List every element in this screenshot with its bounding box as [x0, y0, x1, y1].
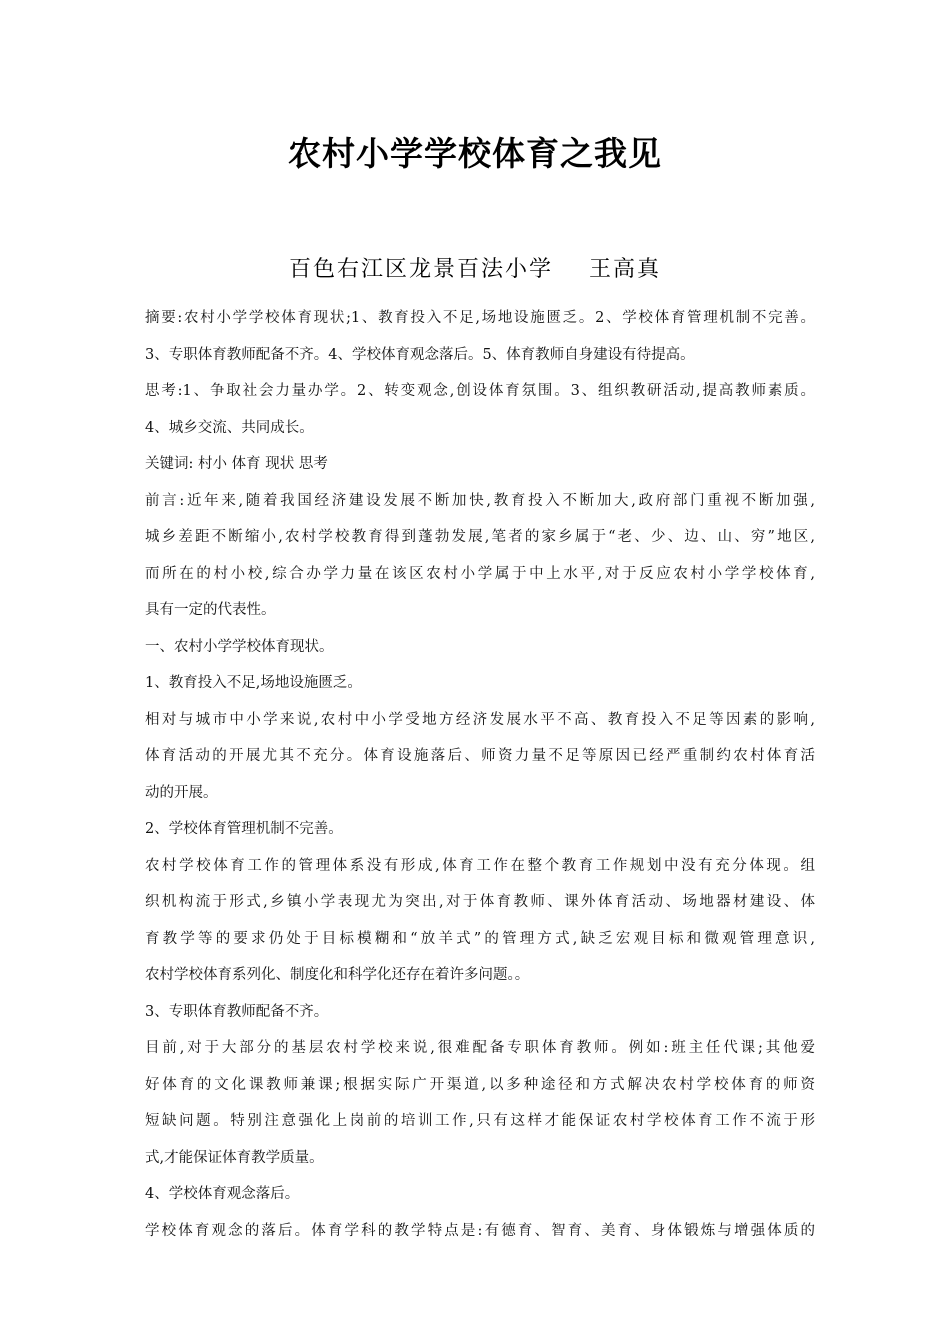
text-line: 而所在的村小校,综合办学力量在该区农村小学属于中上水平,对于反应农村小学学校体育,	[145, 565, 815, 582]
text-line: 2、学校体育管理机制不完善。	[145, 821, 343, 837]
text-line: 思考:1、争取社会力量办学。2、转变观念,创设体育氛围。3、组织教研活动,提高教师素质。	[145, 383, 815, 399]
author-line: 百色右江区龙景百法小学 王高真	[289, 257, 661, 282]
text-line: 4、学校体育观念落后。	[145, 1186, 300, 1202]
text-line: 好体育的文化课教师兼课;根据实际广开渠道,以多种途径和方式解决农村学校体育的师资	[145, 1076, 815, 1093]
text-line: 织机构流于形式,乡镇小学表现尤为突出,对于体育教师、课外体育活动、场地器材建设、体	[145, 894, 815, 910]
document-body	[145, 300, 815, 1249]
text-line: 农村学校体育工作的管理体系没有形成,体育工作在整个教育工作规划中没有充分体现。组	[145, 857, 815, 874]
document-title: 农村小学学校体育之我见	[288, 134, 662, 173]
text-line: 农村学校体育系列化、制度化和科学化还存在着许多问题。。	[145, 967, 530, 983]
text-line: 3、专职体育教师配备不齐。4、学校体育观念落后。5、体育教师自身建设有待提高。	[145, 346, 695, 363]
text-line: 学校体育观念的落后。体育学科的教学特点是:有德育、智育、美育、身体锻炼与增强体质的	[145, 1222, 815, 1239]
text-line: 具有一定的代表性。	[145, 602, 276, 618]
text-line: 相对与城市中小学来说,农村中小学受地方经济发展水平不高、教育投入不足等因素的影响,	[145, 711, 815, 728]
text-line: 关键词: 村小 体育 现状 思考	[145, 456, 328, 472]
text-line: 育教学等的要求仍处于目标模糊和“放羊式”的管理方式,缺乏宏观目标和微观管理意识,	[145, 930, 815, 947]
text-line: 前言:近年来,随着我国经济建设发展不断加快,教育投入不断加大,政府部门重视不断加强,	[145, 492, 815, 509]
text-line: 一、农村小学学校体育现状。	[145, 638, 334, 655]
text-line: 4、城乡交流、共同成长。	[145, 419, 314, 436]
text-line: 体育活动的开展尤其不充分。体育设施落后、师资力量不足等原因已经严重制约农村体育活	[145, 748, 815, 764]
text-line: 短缺问题。特别注意强化上岗前的培训工作,只有这样才能保证农村学校体育工作不流于形	[145, 1113, 815, 1129]
text-line: 目前,对于大部分的基层农村学校来说,很难配备专职体育教师。例如:班主任代课;其他爱	[145, 1040, 815, 1056]
text-line: 摘要:农村小学学校体育现状;1、教育投入不足,场地设施匮乏。2、学校体育管理机制不完善。	[145, 310, 815, 326]
text-line: 城乡差距不断缩小,农村学校教育得到蓬勃发展,笔者的家乡属于“老、少、边、山、穷”地区,	[145, 529, 815, 545]
text-line: 动的开展。	[145, 784, 218, 801]
text-line: 3、专职体育教师配备不齐。	[145, 1003, 329, 1020]
text-line: 式,才能保证体育教学质量。	[145, 1149, 324, 1166]
text-line: 1、教育投入不足,场地设施匮乏。	[145, 675, 362, 691]
